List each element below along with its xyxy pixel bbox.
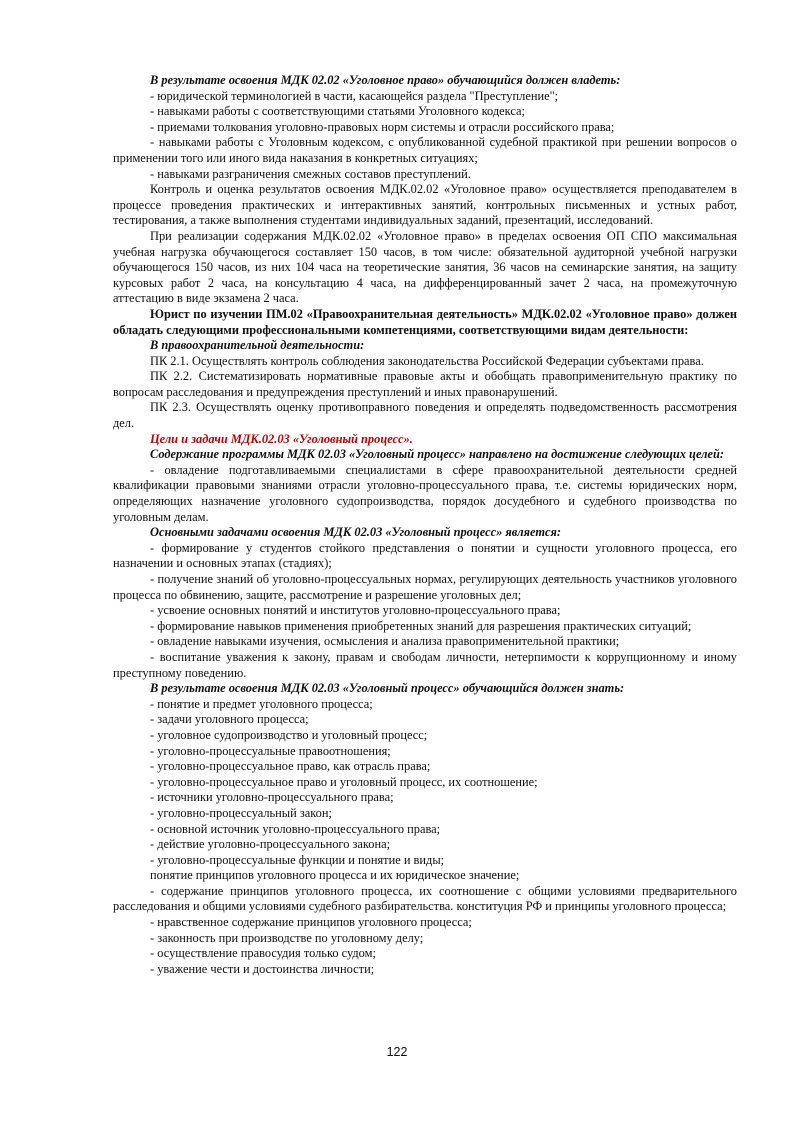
know-item: - источники уголовно-процессуального права; <box>150 790 394 805</box>
know-item: - уважение чести и достоинства личности; <box>150 961 375 976</box>
task-item: - формирование навыков применения приобретенных знаний для разрешения практических ситуаций; <box>150 618 692 633</box>
competency-item: ПК 2.2. Систематизировать нормативные правовые акты и обобщать правоприменительную практику по вопросам расследования и предупреждения преступлений и иных правонарушений. <box>113 369 737 399</box>
goal-item: - овладение подготавливаемыми специалистами в сфере правоохранительной деятельности средней квалификации правовыми знаниями отрасли уголовно-процессуального права, т.е. системы юридических норм, определяющих назначение уголовного судопроизводства, порядок досудебного и судебного производства по уголовным делам. <box>113 462 737 524</box>
list-item: - навыками работы с Уголовным кодексом, с опубликованной судебной практикой при решении вопросов о применении того или иного вида наказания в конкретных ситуациях; <box>113 135 737 165</box>
know-item: - действие уголовно-процессуального закона; <box>150 837 391 852</box>
load-paragraph: При реализации содержания МДК.02.02 «Уголовное право» в пределах освоения ОП СПО максимальная учебная нагрузка обучающегося составляет 150 часов, в том числе: обязательной аудиторной учебной нагрузки обучающегося 150 часов, из них 104 часа на теоретические занятия, 36 часов на семинарские занятия, на защиту курсовых работ 2 часа, на консультацию 4 часа, на дифференцированный зачет 2 часа, на промежуточную аттестацию в виде экзамена 2 часа. <box>113 228 737 306</box>
know-item: понятие принципов уголовного процесса и их юридическое значение; <box>150 868 520 883</box>
page-content <box>113 73 737 977</box>
know-item: - уголовно-процессуальные правоотношения; <box>150 743 391 758</box>
goals-heading: Содержание программы МДК 02.03 «Уголовный процесс» направлено на достижение следующих целей: <box>150 447 725 462</box>
know-item: - уголовно-процессуальный закон; <box>150 805 332 820</box>
tasks-heading: Основными задачами освоения МДК 02.03 «Уголовный процесс» является: <box>150 525 562 540</box>
know-item: - задачи уголовного процесса; <box>150 712 309 727</box>
list-item: - навыками разграничения смежных составов преступлений. <box>150 166 471 181</box>
list-item: - приемами толкования уголовно-правовых норм системы и отрасли российского права; <box>150 119 615 134</box>
task-item: - получение знаний об уголовно-процессуальных нормах, регулирующих деятельность участников уголовного процесса по обвинению, защите, рассмотрение и разрешение уголовных дел; <box>113 572 737 602</box>
section-heading-vladet: В результате освоения МДК 02.02 «Уголовное право» обучающийся должен владеть: <box>150 73 621 87</box>
competencies-subheading: В правоохранительной деятельности: <box>150 338 365 353</box>
know-item: - содержание принципов уголовного процесса, их соотношение с общими условиями предварительного расследования и общими условиями судебного разбирательства. конституция РФ и принципы уголовного процесса; <box>113 883 737 914</box>
task-item: - овладение навыками изучения, осмысления и анализа правоприменительной практики; <box>150 634 620 649</box>
goals-tasks-red-heading: Цели и задачи МДК.02.03 «Уголовный процесс». <box>150 431 413 446</box>
task-item: - воспитание уважения к закону, правам и свободам личности, нетерпимости к коррупционному и иному преступному поведению. <box>113 649 737 680</box>
know-item: - законность при производстве по уголовному делу; <box>150 930 424 945</box>
list-item: - навыками работы с соответствующими статьями Уголовного кодекса; <box>150 104 525 119</box>
know-item: - уголовное судопроизводство и уголовный процесс; <box>150 727 428 742</box>
page-number: 122 <box>386 1045 408 1059</box>
know-item: - понятие и предмет уголовного процесса; <box>150 696 373 711</box>
task-item: - усвоение основных понятий и институтов уголовно-процессуального права; <box>150 603 561 618</box>
know-item: - уголовно-процессуальное право, как отрасль права; <box>150 759 431 774</box>
know-item: - нравственное содержание принципов уголовного процесса; <box>150 915 472 930</box>
control-paragraph: Контроль и оценка результатов освоения МДК.02.02 «Уголовное право» осуществляется преподавателем в процессе проведения практических и интерактивных занятий, контрольных письменных и устных работ, тестирования, а также выполнения студентами индивидуальных заданий, презентаций, исследований. <box>113 182 737 228</box>
know-item: - основной источник уголовно-процессуального права; <box>150 821 441 836</box>
competency-item: ПК 2.1. Осуществлять контроль соблюдения законодательства Российской Федерации субъектами права. <box>150 353 704 368</box>
know-item: - осуществление правосудия только судом; <box>150 946 376 961</box>
task-item: - формирование у студентов стойкого представления о понятии и сущности уголовного процесса, его назначении и основных этапах (стадиях); <box>113 540 737 571</box>
know-item: - уголовно-процессуальные функции и понятие и виды; <box>150 852 445 867</box>
competencies-heading: Юрист по изучении ПМ.02 «Правоохранительная деятельность» МДК.02.02 «Уголовное право» должен обладать следующими профессиональными компетенциями, соответствующими видам деятельности: <box>113 306 737 337</box>
know-heading: В результате освоения МДК 02.03 «Уголовный процесс» обучающийся должен знать: <box>150 681 625 696</box>
competency-item: ПК 2.3. Осуществлять оценку противоправного поведения и определять подведомственность рассмотрения дел. <box>113 400 737 431</box>
list-item: - юридической терминологией в части, касающейся раздела "Преступление"; <box>150 88 559 103</box>
know-item: - уголовно-процессуальное право и уголовный процесс, их соотношение; <box>150 774 538 789</box>
